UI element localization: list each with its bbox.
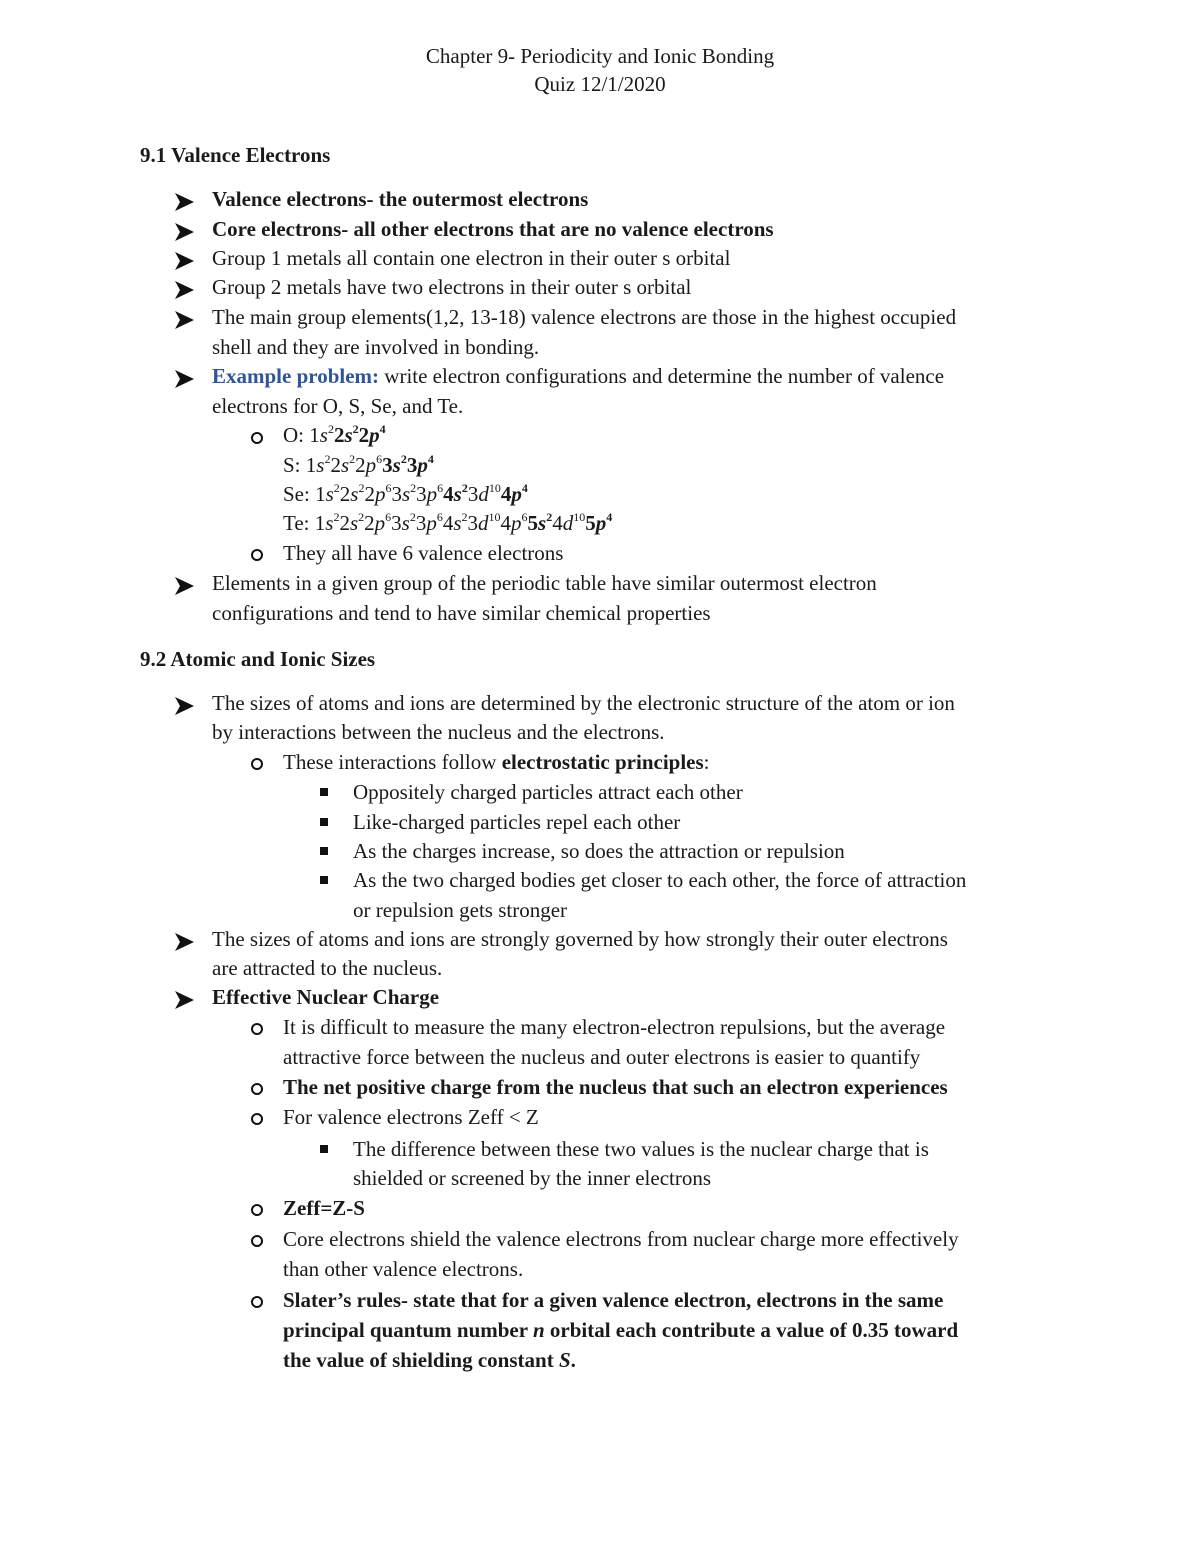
square-bullet-icon: [320, 788, 328, 796]
core-shield-line2: than other valence electrons.: [283, 1257, 524, 1281]
document-subtitle: Quiz 12/1/2020: [534, 72, 666, 96]
bullet-elements-group-line1: Elements in a given group of the periodic table have similar outermost electron: [212, 571, 877, 595]
slaters-rules-line3: the value of shielding constant S.: [283, 1348, 576, 1372]
slaters-rules-line2: principal quantum number n orbital each contribute a value of 0.35 toward: [283, 1318, 959, 1342]
arrow-bullet-icon: [173, 251, 195, 271]
circle-bullet-icon: [251, 1023, 263, 1035]
bullet-elements-group-line2: configurations and tend to have similar chemical properties: [212, 601, 711, 625]
arrow-bullet-icon: [173, 192, 195, 212]
principle-charges-increase: As the charges increase, so does the attraction or repulsion: [353, 839, 845, 863]
bullet-group2: Group 2 metals have two electrons in their outer s orbital: [212, 275, 692, 299]
arrow-bullet-icon: [173, 280, 195, 300]
config-oxygen: O: $1s^22s^22p^4$: [283, 422, 386, 447]
arrow-bullet-icon: [173, 310, 195, 330]
principle-closer-line2: or repulsion gets stronger: [353, 898, 568, 922]
difference-shielded-line2: shielded or screened by the inner electrons: [353, 1166, 712, 1190]
square-bullet-icon: [320, 847, 328, 855]
config-selenium: Se: $1s^22s^22p^63s^23p^64s^23d^{10}4p^4$: [283, 481, 528, 506]
bullet-sizes-line1: The sizes of atoms and ions are determined by the electronic structure of the atom or ion: [212, 691, 955, 715]
zeff-difficult-line2: attractive force between the nucleus and outer electrons is easier to quantify: [283, 1045, 921, 1069]
bullet-main-group-line1: The main group elements(1,2, 13-18) valence electrons are those in the highest occupied: [212, 305, 957, 329]
square-bullet-icon: [320, 876, 328, 884]
principle-closer-line1: As the two charged bodies get closer to each other, the force of attraction: [353, 868, 967, 892]
difference-shielded-line1: The difference between these two values is the nuclear charge that is: [353, 1137, 929, 1161]
section-title-9-2: 9.2 Atomic and Ionic Sizes: [140, 647, 376, 671]
section-title-9-1: 9.1 Valence Electrons: [140, 143, 331, 167]
circle-bullet-icon: [251, 1204, 263, 1216]
arrow-bullet-icon: [173, 369, 195, 389]
arrow-bullet-icon: [173, 222, 195, 242]
arrow-bullet-icon: [173, 932, 195, 952]
example-problem-label: Example problem:: [212, 364, 380, 388]
circle-bullet-icon: [251, 758, 263, 770]
circle-bullet-icon: [251, 549, 263, 561]
bullet-example-problem-line2: electrons for O, S, Se, and Te.: [212, 394, 464, 418]
bullet-main-group-line2: shell and they are involved in bonding.: [212, 335, 540, 359]
config-sulfur: S: $1s^22s^22p^63s^23p^4$: [283, 452, 434, 477]
arrow-bullet-icon: [173, 696, 195, 716]
circle-bullet-icon: [251, 1113, 263, 1125]
bullet-group1: Group 1 metals all contain one electron in their outer s orbital: [212, 246, 731, 270]
arrow-bullet-icon: [173, 990, 195, 1010]
document-title: Chapter 9- Periodicity and Ionic Bonding: [425, 44, 775, 68]
circle-bullet-icon: [251, 1296, 263, 1308]
circle-bullet-icon: [251, 1083, 263, 1095]
bullet-governed-line1: The sizes of atoms and ions are strongly governed by how strongly their outer electrons: [212, 927, 948, 951]
square-bullet-icon: [320, 818, 328, 826]
bullet-core-electrons: Core electrons- all other electrons that are no valence electrons: [212, 217, 774, 241]
principle-like-repel: Like-charged particles repel each other: [353, 810, 681, 834]
zeff-difficult-line1: It is difficult to measure the many electron-electron repulsions, but the average: [283, 1015, 946, 1039]
circle-bullet-icon: [251, 1235, 263, 1247]
config-tellurium: Te: $1s^22s^22p^63s^23p^64s^23d^{10}4p^65s^24d^{10}5p^4$: [283, 510, 613, 535]
bullet-example-problem-line1: Example problem: write electron configurations and determine the number of valence: [212, 364, 945, 388]
bullet-governed-line2: are attracted to the nucleus.: [212, 956, 443, 980]
document-header: [0, 42, 1200, 98]
slaters-rules-line1: Slater’s rules- state that for a given valence electron, electrons in the same: [283, 1288, 944, 1312]
circle-bullet-icon: [251, 432, 263, 444]
bullet-valence-electrons: Valence electrons- the outermost electrons: [212, 187, 589, 211]
principle-opposite-attract: Oppositely charged particles attract each other: [353, 780, 743, 804]
bullet-sizes-line2: by interactions between the nucleus and the electrons.: [212, 720, 665, 744]
interactions-electrostatic: These interactions follow electrostatic principles:: [283, 750, 710, 774]
bullet-effective-nuclear-charge: Effective Nuclear Charge: [212, 985, 440, 1009]
square-bullet-icon: [320, 1145, 328, 1153]
six-valence-electrons: They all have 6 valence electrons: [283, 541, 564, 565]
zeff-definition: The net positive charge from the nucleus that such an electron experiences: [283, 1075, 948, 1099]
zeff-formula: Zeff=Z-S: [283, 1196, 365, 1220]
zeff-less-than-z: For valence electrons Zeff < Z: [283, 1105, 539, 1129]
arrow-bullet-icon: [173, 576, 195, 596]
core-shield-line1: Core electrons shield the valence electrons from nuclear charge more effectively: [283, 1227, 959, 1251]
